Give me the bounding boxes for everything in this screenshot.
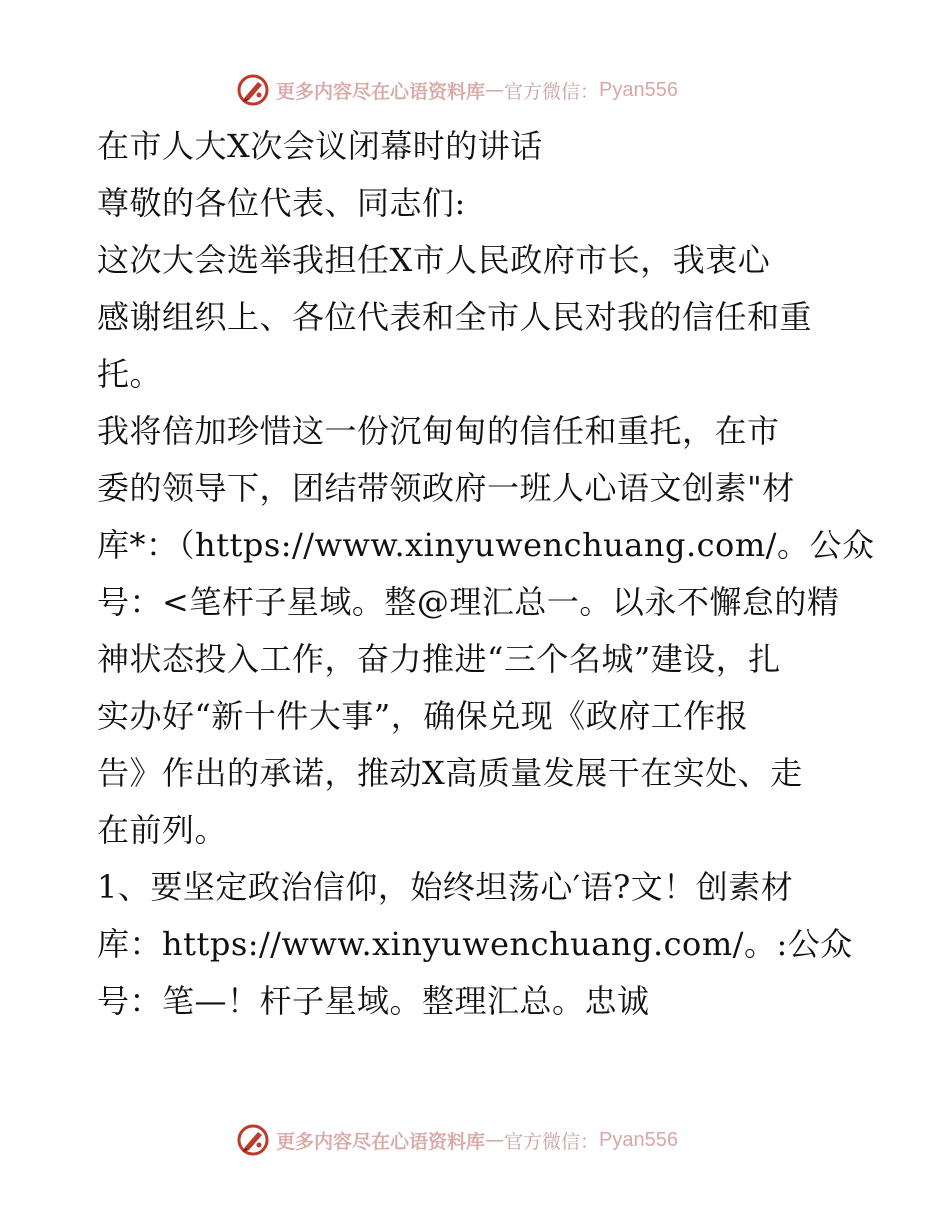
- text-line: 在前列。: [97, 811, 228, 849]
- banner-dash: —: [485, 79, 505, 101]
- text-line: 告》作出的承诺，推动X高质量发展干在实处、走: [97, 754, 803, 792]
- paragraph-3: [97, 859, 857, 1030]
- salutation: 尊敬的各位代表、同志们:: [97, 184, 466, 222]
- paragraph-2: [97, 403, 875, 859]
- banner-main-text: 更多内容尽在心语资料库: [276, 1130, 486, 1153]
- banner-wechat-id: Pyan556: [599, 78, 678, 101]
- banner-channel-label: 官方微信：: [504, 80, 600, 103]
- paragraph-1: [97, 232, 857, 403]
- banner-dash: —: [485, 1129, 505, 1151]
- text-line: 神状态投入工作，奋力推进“三个名城”建设，扎: [97, 640, 781, 678]
- banner-main-text: 更多内容尽在心语资料库: [276, 80, 486, 103]
- document-title: 在市人大X次会议闭幕时的讲话: [97, 127, 543, 165]
- banner-wechat-id: Pyan556: [599, 1128, 678, 1151]
- text-line: 号：<笔杆子星域。整@理汇总一。以永不懈怠的精: [97, 583, 840, 621]
- text-line: 委的领导下，团结带领政府一班人心语文创素"材: [97, 469, 795, 507]
- footer-banner: [236, 1123, 678, 1157]
- text-line: 这次大会选举我担任X市人民政府市长，我衷心: [97, 241, 771, 279]
- text-line: 我将倍加珍惜这一份沉甸甸的信任和重托，在市: [97, 412, 780, 450]
- text-line: 库*：（https://www.xinyuwenchuang.com/。公众: [97, 526, 875, 564]
- text-line: 感谢组织上、各位代表和全市人民对我的信任和重: [97, 298, 813, 336]
- red-seal-pen-icon: [236, 73, 270, 107]
- text-line: 实办好“新十件大事”，确保兑现《政府工作报: [97, 697, 749, 735]
- text-line: 号：笔—！杆子星域。整理汇总。忠诚: [97, 982, 650, 1020]
- text-line: 托。: [97, 355, 163, 393]
- header-banner: [236, 73, 678, 107]
- text-line: 1、要坚定政治信仰，始终坦荡心′语?文！创素材: [97, 868, 794, 906]
- banner-channel-label: 官方微信：: [504, 1130, 600, 1153]
- text-line: 库：https://www.xinyuwenchuang.com/。:公众: [97, 925, 853, 963]
- red-seal-pen-icon: [236, 1123, 270, 1157]
- document-body: [97, 118, 875, 1030]
